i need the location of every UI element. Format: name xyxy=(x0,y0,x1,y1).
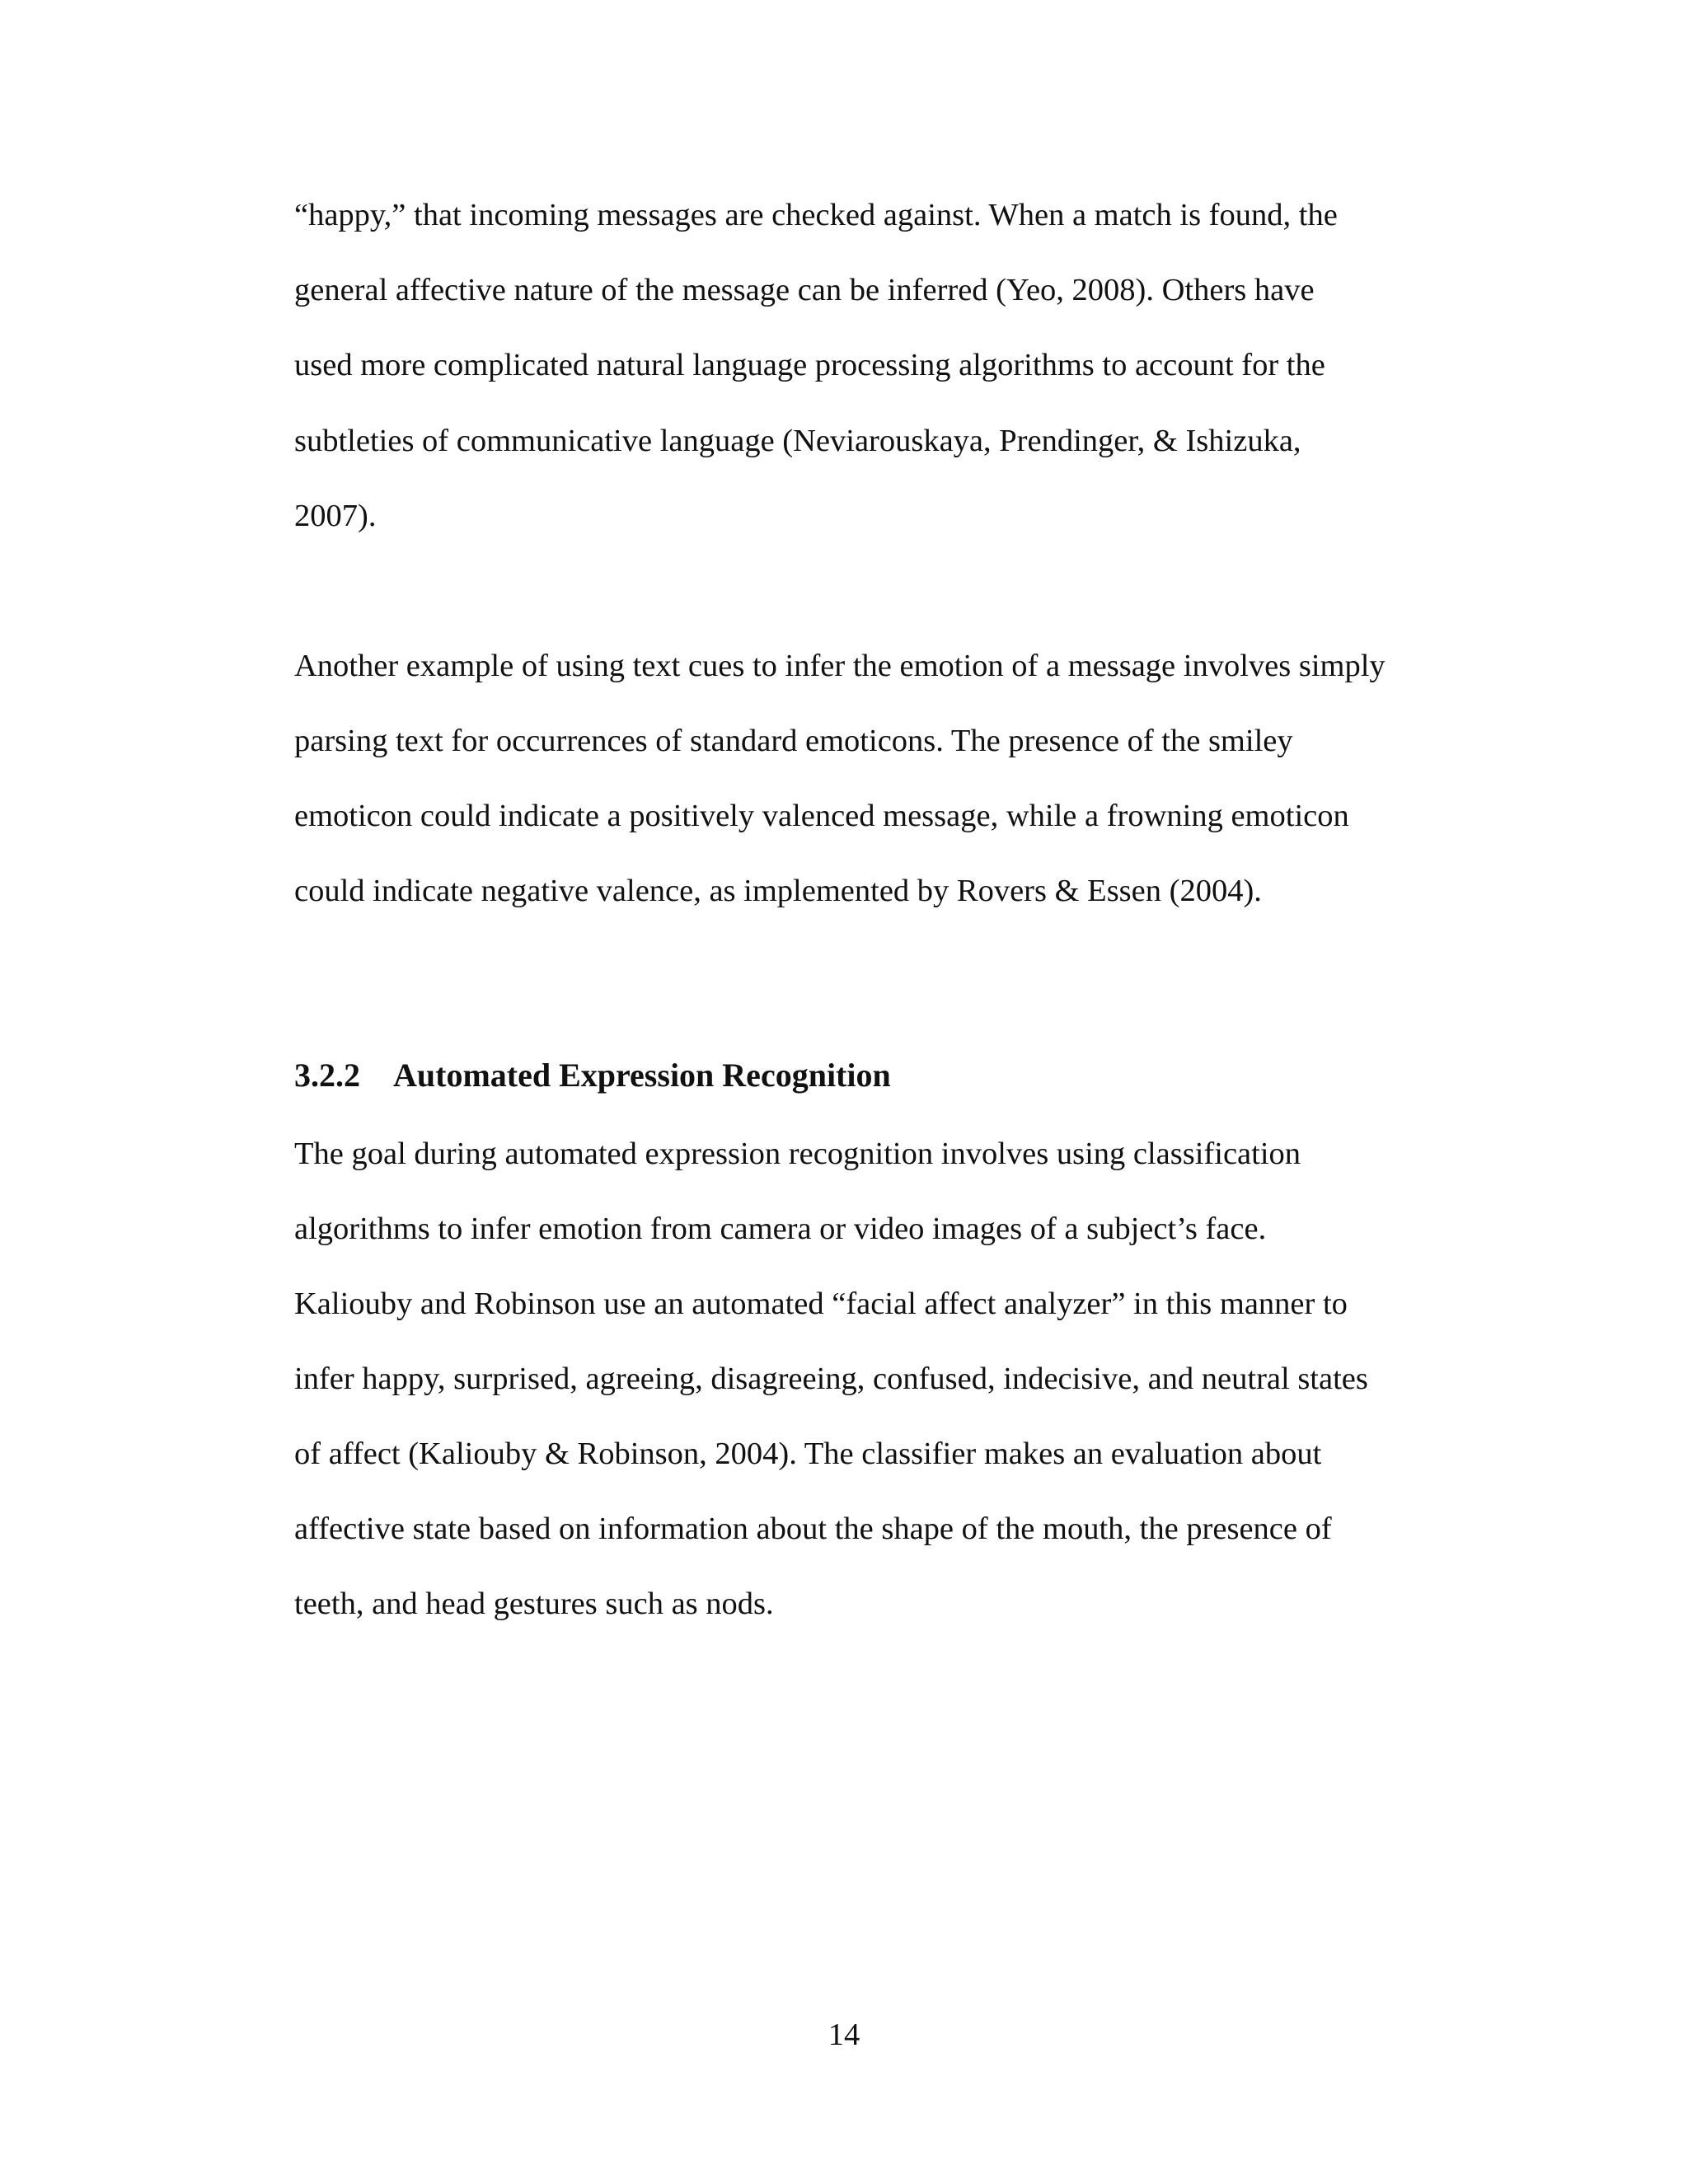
text-line: 2007). xyxy=(294,499,377,533)
text-line: infer happy, surprised, agreeing, disagreeing, confused, indecisive, and neutral states xyxy=(294,1361,1368,1396)
text-line: subtleties of communicative language (Neviarouskaya, Prendinger, & Ishizuka, xyxy=(294,424,1301,458)
text-line: general affective nature of the message can be inferred (Yeo, 2008). Others have xyxy=(294,273,1315,307)
text-line: of affect (Kaliouby & Robinson, 2004). The classifier makes an evaluation about xyxy=(294,1436,1322,1471)
text-line: The goal during automated expression recognition involves using classification xyxy=(294,1137,1301,1171)
text-line: could indicate negative valence, as implemented by Rovers & Essen (2004). xyxy=(294,874,1262,908)
text-line: algorithms to infer emotion from camera or video images of a subject’s face. xyxy=(294,1212,1267,1246)
text-line: Another example of using text cues to infer the emotion of a message involves simply xyxy=(294,649,1386,683)
text-line: Kaliouby and Robinson use an automated “facial affect analyzer” in this manner to xyxy=(294,1286,1348,1321)
section-number: 3.2.2 xyxy=(294,1057,360,1094)
text-line: parsing text for occurrences of standard emoticons. The presence of the smiley xyxy=(294,724,1293,758)
section-heading xyxy=(294,1056,891,1095)
text-line: emoticon could indicate a positively valenced message, while a frowning emoticon xyxy=(294,799,1349,833)
text-line: used more complicated natural language processing algorithms to account for the xyxy=(294,348,1325,382)
text-line: affective state based on information about the shape of the mouth, the presence of xyxy=(294,1511,1332,1546)
text-line: “happy,” that incoming messages are checked against. When a match is found, the xyxy=(294,198,1338,232)
section-title: Automated Expression Recognition xyxy=(393,1057,891,1094)
text-line: teeth, and head gestures such as nods. xyxy=(294,1586,774,1621)
page-number: 14 xyxy=(828,2018,860,2052)
